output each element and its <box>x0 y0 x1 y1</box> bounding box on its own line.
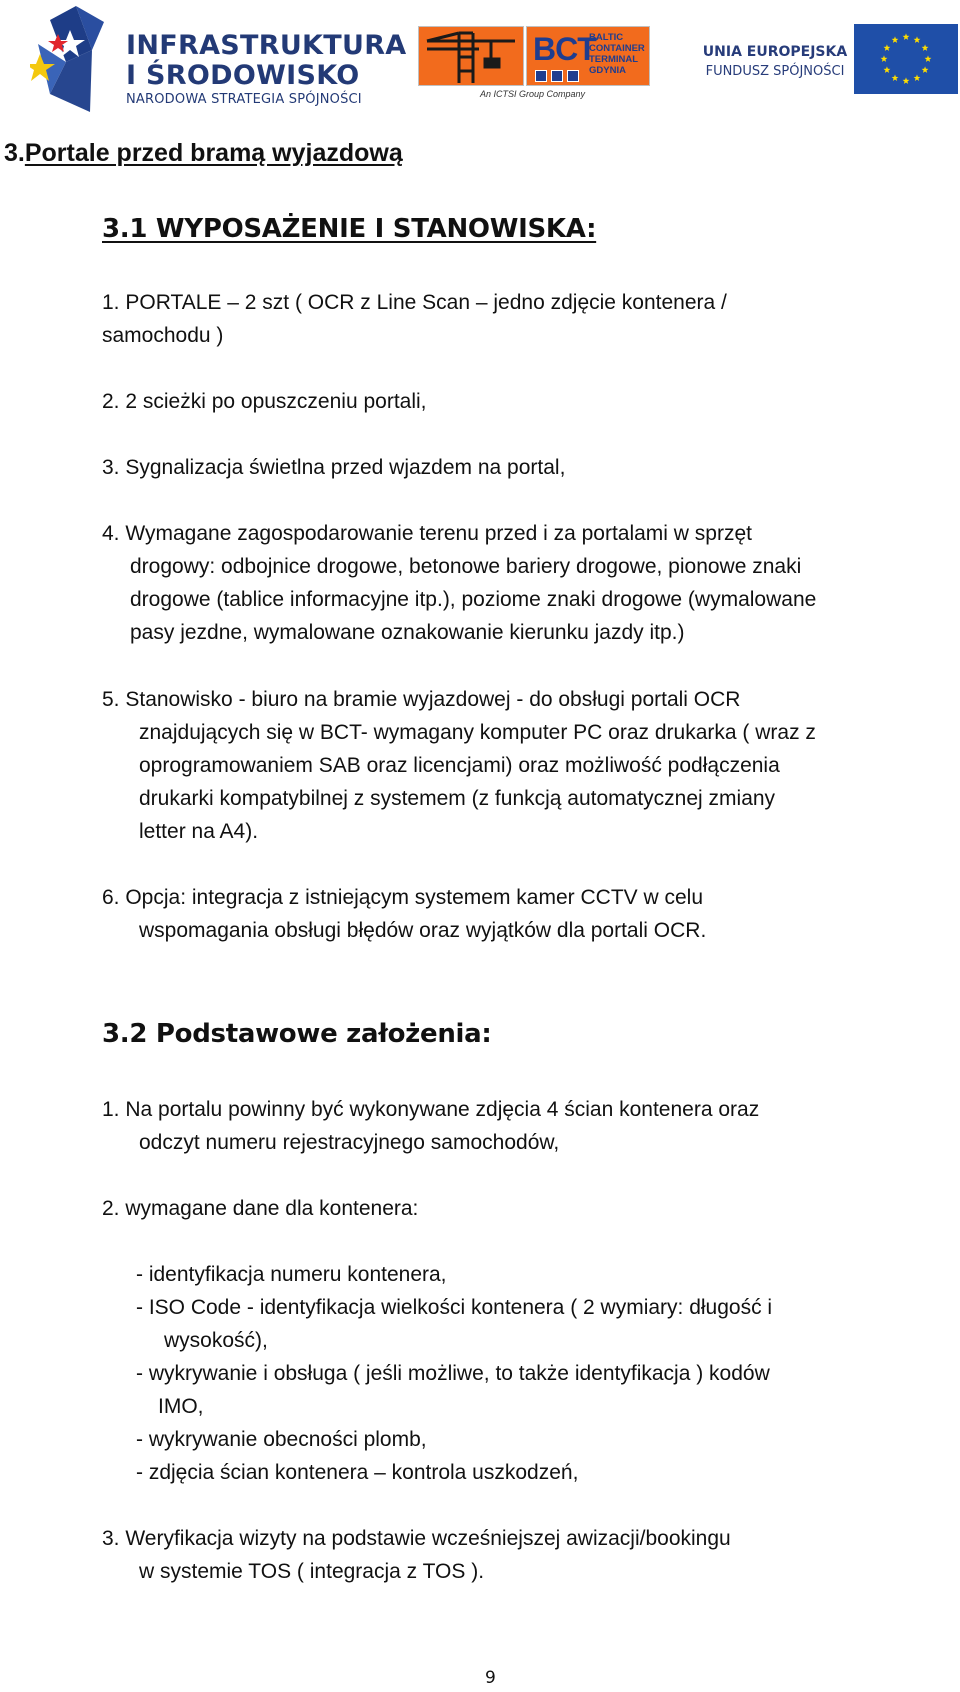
crane-icon <box>419 27 523 85</box>
item-line: 3. Weryfikacja wizyty na podstawie wcześniejszej awizacji/bookingu <box>102 1527 731 1550</box>
eu-logo <box>700 24 958 96</box>
bct-tagline: An ICTSI Group Company <box>480 89 586 99</box>
infrastruktura-logo <box>30 4 407 116</box>
item-line: 1. Na portalu powinny być wykonywane zdjęcia 4 ścian kontenera oraz <box>102 1098 760 1121</box>
item-line: wspomagania obsługi błędów oraz wyjątków dla portali OCR. <box>139 919 707 942</box>
bct-badge <box>526 26 650 86</box>
list-item <box>102 881 706 947</box>
list-item <box>102 1192 418 1225</box>
list-item <box>102 1522 731 1588</box>
list-item <box>102 683 816 848</box>
sub-list-line: wysokość), <box>164 1329 268 1352</box>
eu-line-2: FUNDUSZ SPÓJNOŚCI <box>705 64 845 79</box>
bct-side-line: GDYNIA <box>589 65 626 76</box>
logo-line-2: I ŚRODOWISKO <box>126 60 360 91</box>
item-line: letter na A4). <box>139 820 259 843</box>
logo-line-3: NARODOWA STRATEGIA SPÓJNOŚCI <box>126 92 362 107</box>
sub-list-line: - ISO Code - identyfikacja wielkości kontenera ( 2 wymiary: długość i <box>136 1296 773 1319</box>
item-line: oprogramowaniem SAB oraz licencjami) oraz możliwość podłączenia <box>139 754 780 777</box>
item-line: w systemie TOS ( integracja z TOS ). <box>139 1560 485 1583</box>
item-line: drogowy: odbojnice drogowe, betonowe bariery drogowe, pionowe znaki <box>130 555 802 578</box>
item-line: 3. Sygnalizacja świetlna przed wjazdem na portal, <box>102 456 566 479</box>
page-number: 9 <box>485 1668 496 1688</box>
sub-list-line: - wykrywanie obecności plomb, <box>136 1428 427 1451</box>
item-line: drogowe (tablice informacyjne itp.), poziome znaki drogowe (wymalowane <box>130 588 817 611</box>
bct-side-line: BALTIC <box>589 32 624 43</box>
bct-squares <box>535 69 583 87</box>
item-line: 2. 2 scieżki po opuszczeniu portali, <box>102 390 427 413</box>
item-line: 4. Wymagane zagospodarowanie terenu przed i za portalami w sprzęt <box>102 522 752 545</box>
bct-side-line: CONTAINER <box>589 43 645 54</box>
star-emblem-icon <box>30 4 122 116</box>
list-item <box>102 517 816 649</box>
item-line: 5. Stanowisko - biuro na bramie wyjazdowej - do obsługi portali OCR <box>102 688 741 711</box>
list-item <box>102 451 565 484</box>
eu-text <box>700 42 850 82</box>
bct-side-line: TERMINAL <box>589 54 639 65</box>
logo-line-1: INFRASTRUKTURA <box>126 30 407 61</box>
sub-list <box>136 1258 772 1489</box>
item-line: znajdujących się w BCT- wymagany komputer PC oraz drukarka ( wraz z <box>139 721 816 744</box>
heading-text: Portale przed bramą wyjazdową <box>24 139 403 167</box>
list-item <box>102 385 427 418</box>
item-line: drukarki kompatybilnej z systemem (z funkcją automatycznej zmiany <box>139 787 776 810</box>
list-item <box>102 286 727 352</box>
sub-list-line: - identyfikacja numeru kontenera, <box>136 1263 447 1286</box>
item-line: 1. PORTALE – 2 szt ( OCR z Line Scan – jedno zdjęcie kontenera / <box>102 291 727 314</box>
item-line: pasy jezdne, wymalowane oznakowanie kierunku jazdy itp.) <box>130 621 685 644</box>
list-item <box>102 1093 759 1159</box>
section-title: 3.1 WYPOSAŻENIE I STANOWISKA: <box>102 214 597 244</box>
item-line: 2. wymagane dane dla kontenera: <box>102 1197 419 1220</box>
bct-letters: BCT <box>533 31 596 67</box>
item-line: samochodu ) <box>102 324 224 347</box>
item-line: odczyt numeru rejestracyjnego samochodów, <box>139 1131 560 1154</box>
crane-emblem <box>418 26 524 86</box>
sub-list-line: IMO, <box>158 1395 204 1418</box>
sub-list-line: - zdjęcia ścian kontenera – kontrola uszkodzeń, <box>136 1461 579 1484</box>
sub-list-line: - wykrywanie i obsługa ( jeśli możliwe, to także identyfikacja ) kodów <box>136 1362 770 1385</box>
eu-flag-icon <box>854 24 958 94</box>
eu-line-1: UNIA EUROPEJSKA <box>702 44 848 60</box>
page-title <box>4 139 403 168</box>
bct-side-text <box>589 32 647 76</box>
heading-number: 3. <box>4 139 25 167</box>
section-title: 3.2 Podstawowe założenia: <box>102 1019 492 1049</box>
item-line: 6. Opcja: integracja z istniejącym systemem kamer CCTV w celu <box>102 886 704 909</box>
bct-logo <box>418 26 648 104</box>
